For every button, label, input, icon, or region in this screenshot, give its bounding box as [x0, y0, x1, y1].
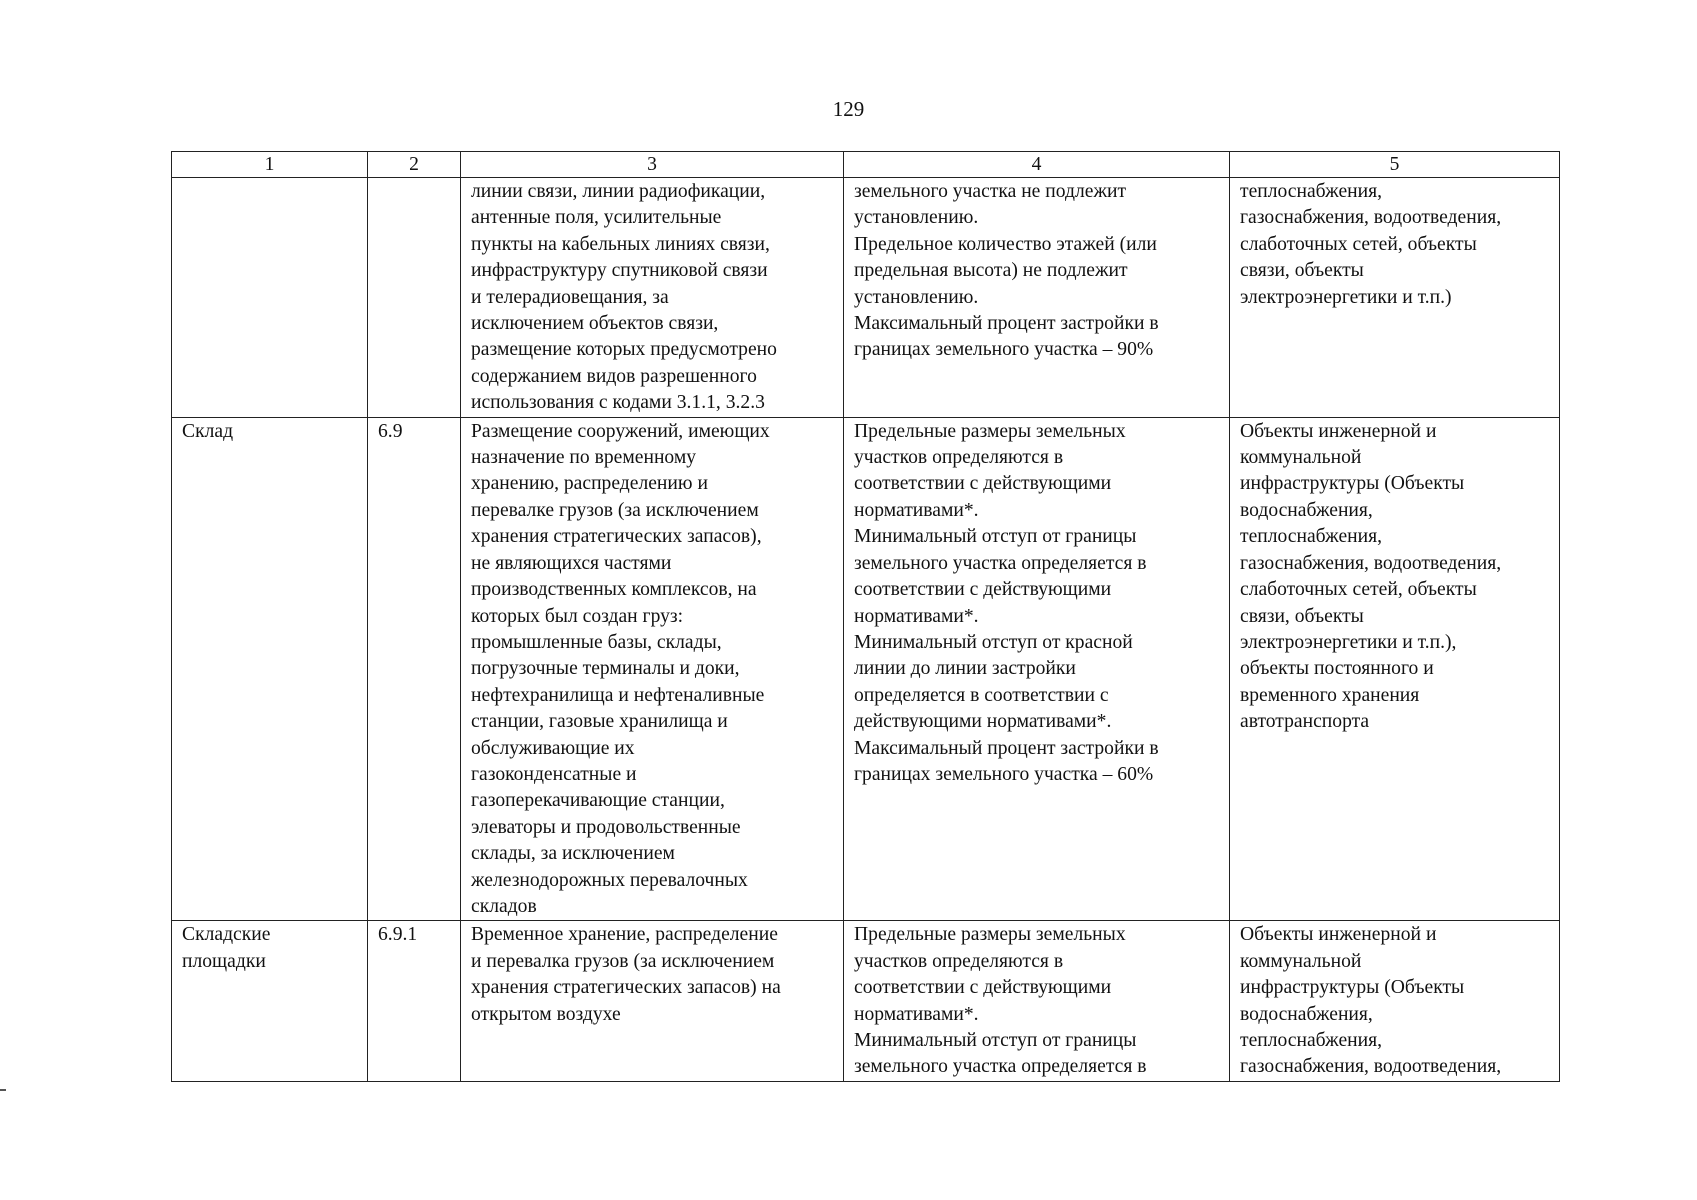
column-number-1: 1: [172, 152, 368, 178]
use-description-cell: Временное хранение, распределение и перевалка грузов (за исключением хранения стратегических запасов) на открытом воздухе: [461, 921, 844, 1081]
use-name-cell: [172, 178, 368, 418]
limit-parameters-cell: земельного участка не подлежит установлению. Предельное количество этажей (или предельная высота) не подлежит установлению. Максимальный процент застройки в границах земельного участка – 90%: [844, 178, 1230, 418]
use-name-cell: Складские площадки: [172, 921, 368, 1081]
column-number-4: 4: [844, 152, 1230, 178]
scan-margin-mark: [0, 1089, 6, 1091]
limit-parameters-cell: Предельные размеры земельных участков определяются в соответствии с действующими нормативами*. Минимальный отступ от границы земельного участка определяется в соответствии с действующими нормативами*. Минимальный отступ от красной линии до линии застройки определяется в соответствии с действующими нормативами*. Максимальный процент застройки в границах земельного участка – 60%: [844, 417, 1230, 921]
use-code-cell: 6.9: [368, 417, 461, 921]
use-name-cell: Склад: [172, 417, 368, 921]
page-number: 129: [832, 97, 865, 121]
column-number-row: [172, 152, 1560, 178]
column-number-3: 3: [461, 152, 844, 178]
limit-parameters-cell: Предельные размеры земельных участков определяются в соответствии с действующими нормативами*. Минимальный отступ от границы земельного участка определяется в: [844, 921, 1230, 1081]
column-number-2: 2: [368, 152, 461, 178]
land-use-table: [171, 151, 1560, 1082]
auxiliary-objects-cell: Объекты инженерной и коммунальной инфраструктуры (Объекты водоснабжения, теплоснабжения, газоснабжения, водоотведения, слаботочных сетей, объекты связи, объекты электроэнергетики и т.п.), объекты постоянного и временного хранения автотранспорта: [1230, 417, 1560, 921]
auxiliary-objects-cell: Объекты инженерной и коммунальной инфраструктуры (Объекты водоснабжения, теплоснабжения, газоснабжения, водоотведения,: [1230, 921, 1560, 1081]
use-code-cell: 6.9.1: [368, 921, 461, 1081]
column-number-5: 5: [1230, 152, 1560, 178]
use-code-cell: [368, 178, 461, 418]
auxiliary-objects-cell: теплоснабжения, газоснабжения, водоотведения, слаботочных сетей, объекты связи, объекты электроэнергетики и т.п.): [1230, 178, 1560, 418]
table-row: [172, 921, 1560, 1081]
use-description-cell: линии связи, линии радиофикации, антенные поля, усилительные пункты на кабельных линиях связи, инфраструктуру спутниковой связи и телерадиовещания, за исключением объектов связи, размещение которых предусмотрено содержанием видов разрешенного использования с кодами 3.1.1, 3.2.3: [461, 178, 844, 418]
use-description-cell: Размещение сооружений, имеющих назначение по временному хранению, распределению и перевалке грузов (за исключением хранения стратегических запасов), не являющихся частями производственных комплексов, на которых был создан груз: промышленные базы, склады, погрузочные терминалы и доки, нефтехранилища и нефтеналивные станции, газовые хранилища и обслуживающие их газоконденсатные и газоперекачивающие станции, элеваторы и продовольственные склады, за исключением железнодорожных перевалочных складов: [461, 417, 844, 921]
table-row: [172, 417, 1560, 921]
table-row: [172, 178, 1560, 418]
